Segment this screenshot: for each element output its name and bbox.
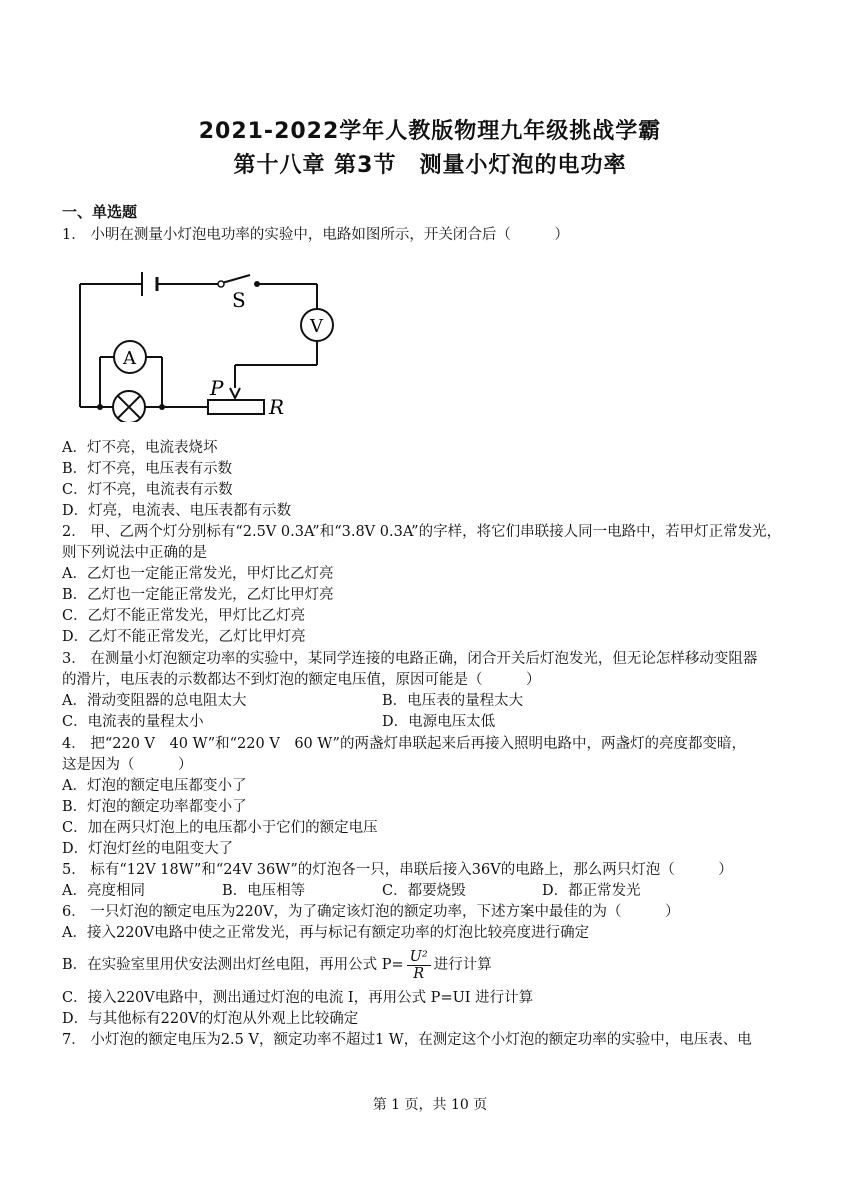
q4-option-a: A．灯泡的额定电压都变小了 xyxy=(62,778,247,794)
q3-option-b: B．电压表的量程太大 xyxy=(382,693,524,709)
q1-option-d: D．灯亮，电流表、电压表都有示数 xyxy=(62,503,292,519)
q6-option-a: A．接入220V电路中使之正常发光，再与标记有额定功率的灯泡比较亮度进行确定 xyxy=(62,925,590,941)
resistor-label: R xyxy=(269,395,285,419)
q1-stem: 1． 小明在测量小灯泡电功率的实验中，电路如图所示，开关闭合后（ ） xyxy=(62,227,569,243)
fraction-numerator: U² xyxy=(407,949,431,966)
q6-option-b-text: B．在实验室里用伏安法测出灯丝电阻，再用公式 P= xyxy=(62,957,404,973)
q5-option-d: D．都正常发光 xyxy=(542,883,641,899)
q5-option-c: C．都要烧毁 xyxy=(382,883,466,899)
q4-stem-line2: 这是因为（ ） xyxy=(62,757,193,773)
q6-option-c: C．接入220V电路中，测出通过灯泡的电流 I，再用公式 P=UI 进行计算 xyxy=(62,990,534,1006)
q4-option-c: C．加在两只灯泡上的电压都小于它们的额定电压 xyxy=(62,820,378,836)
formula-fraction xyxy=(407,949,431,982)
q4-option-b: B．灯泡的额定功率都变小了 xyxy=(62,799,247,815)
switch-label: S xyxy=(232,288,246,312)
ammeter-label: A xyxy=(123,348,136,369)
fraction-denominator: R xyxy=(413,965,425,982)
switch-icon xyxy=(218,281,224,287)
q2-option-c: C．乙灯不能正常发光，甲灯比乙灯亮 xyxy=(62,608,306,624)
battery-icon xyxy=(142,272,157,296)
q3-option-a: A．滑动变阻器的总电阻太大 xyxy=(62,693,247,709)
voltmeter-label: V xyxy=(310,316,323,337)
q5-stem: 5． 标有“12V 18W”和“24V 36W”的灯泡各一只，串联后接入36V的电路上，那么两只灯泡（ ） xyxy=(62,862,733,878)
q2-option-a: A．乙灯也一定能正常发光，甲灯比乙灯亮 xyxy=(62,566,334,582)
q2-option-d: D．乙灯不能正常发光，乙灯比甲灯亮 xyxy=(62,629,306,645)
circuit-diagram xyxy=(70,262,340,422)
q4-stem-line1: 4． 把“220 V 40 W”和“220 V 60 W”的两盏灯串联起来后再接入照明电路中，两盏灯的亮度都变暗， xyxy=(62,736,746,752)
q4-option-d: D．灯泡灯丝的电阻变大了 xyxy=(62,841,234,857)
q7-stem: 7． 小灯泡的额定电压为2.5 V，额定功率不超过1 W，在测定这个小灯泡的额定功率的实验中，电压表、电 xyxy=(62,1032,752,1048)
q1-option-b: B．灯不亮，电压表有示数 xyxy=(62,461,233,477)
q5-option-a: A．亮度相同 xyxy=(62,883,145,899)
q2-stem-line1: 2． 甲、乙两个灯分别标有“2.5V 0.3A”和“3.8V 0.3A”的字样，将它们串联接人同一电路中，若甲灯正常发光， xyxy=(62,524,782,540)
document-title-line2: 第十八章 第3节 测量小灯泡的电功率 xyxy=(233,153,627,178)
slider-label: P xyxy=(210,376,224,400)
q6-option-b xyxy=(62,948,492,982)
q5-option-b: B．电压相等 xyxy=(222,883,306,899)
q3-stem-line2: 的滑片，电压表的示数都达不到灯泡的额定电压值，原因可能是（ ） xyxy=(62,672,541,688)
q3-stem-line1: 3． 在测量小灯泡额定功率的实验中，某同学连接的电路正确，闭合开关后灯泡发光，但无论怎样移动变阻器 xyxy=(62,651,758,667)
q2-stem-line2: 则下列说法中正确的是 xyxy=(62,545,207,561)
q6-stem: 6． 一只灯泡的额定电压为220V，为了确定该灯泡的额定功率，下述方案中最佳的为（ ） xyxy=(62,904,680,920)
q1-option-c: C．灯不亮，电流表有示数 xyxy=(62,482,233,498)
q3-option-c: C．电流表的量程太小 xyxy=(62,714,204,730)
rheostat-icon xyxy=(208,400,264,414)
q6-option-d: D．与其他标有220V的灯泡从外观上比较确定 xyxy=(62,1011,359,1027)
q1-option-a: A．灯不亮，电流表烧坏 xyxy=(62,440,218,456)
section-heading: 一、单选题 xyxy=(62,203,138,221)
page-footer: 第 1 页，共 10 页 xyxy=(372,1097,488,1113)
q2-option-b: B．乙灯也一定能正常发光，乙灯比甲灯亮 xyxy=(62,587,334,603)
q3-option-d: D．电源电压太低 xyxy=(382,714,496,730)
document-title-line1: 2021-2022学年人教版物理九年级挑战学霸 xyxy=(198,119,662,144)
q6-option-b-suffix: 进行计算 xyxy=(433,957,492,973)
